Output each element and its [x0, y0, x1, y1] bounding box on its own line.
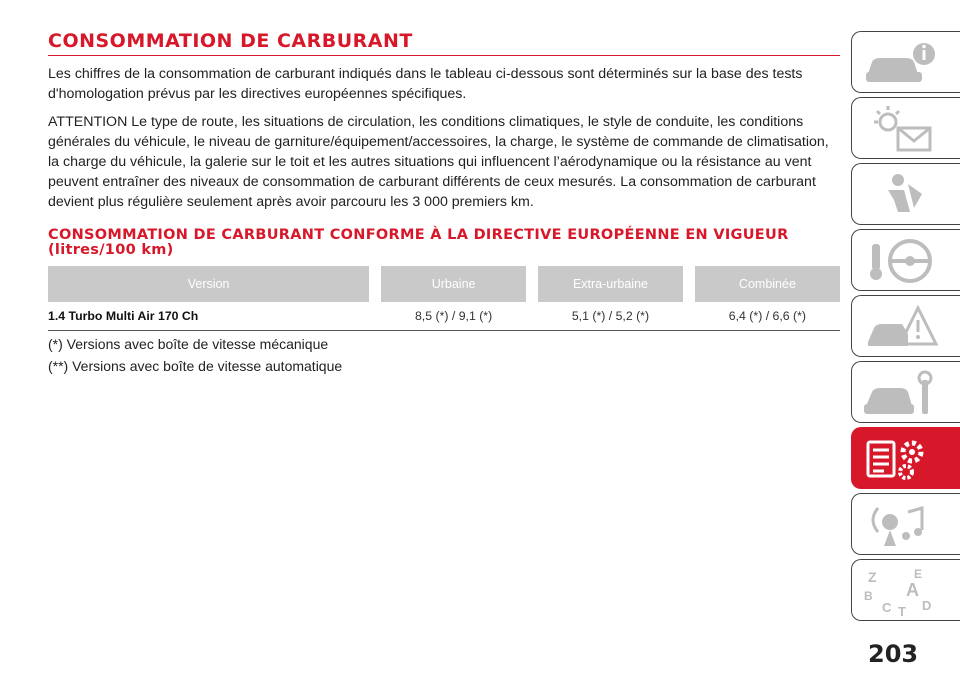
multimedia-icon	[858, 498, 948, 552]
svg-text:A: A	[906, 580, 919, 600]
svg-text:B: B	[864, 589, 873, 603]
header-extra-urban: Extra-urbaine	[538, 266, 683, 302]
warning-lights-icon	[858, 102, 948, 156]
table-header-row	[48, 266, 840, 302]
car-info-icon	[858, 36, 948, 90]
tab-safety[interactable]	[851, 163, 960, 225]
svg-text:T: T	[898, 604, 906, 618]
cell-extra-urban: 5,1 (*) / 5,2 (*)	[538, 302, 683, 331]
consumption-table	[48, 266, 840, 331]
cell-gap	[683, 302, 695, 331]
cell-gap	[526, 302, 538, 331]
tab-warning-lights[interactable]	[851, 97, 960, 159]
cell-gap	[369, 302, 381, 331]
cell-version: 1.4 Turbo Multi Air 170 Ch	[48, 302, 369, 331]
table-row	[48, 302, 840, 331]
tab-car-info[interactable]	[851, 31, 960, 93]
section-heading: CONSOMMATION DE CARBURANT	[48, 30, 840, 56]
tab-index[interactable]	[851, 559, 960, 621]
header-gap	[369, 266, 381, 302]
emergency-icon	[858, 300, 948, 354]
tab-technical-data[interactable]	[851, 427, 960, 489]
attention-paragraph: ATTENTION Le type de route, les situations de circulation, les conditions climatiques, le style de conduite, les conditions générales du véhicule, le niveau de garniture/équipement/accessoires, la charge, le système de commande de climatisation, la charge du véhicule, la galerie sur le toit et les autres situations qui influencent l’aérodynamique ou la résistance au vent peuvent entraîner des niveaux de consommation de carburant différents de ceux mesurés. La consommation de carburant devient plus régulière seulement après avoir parcouru les 3 000 premiers km.	[48, 114, 829, 210]
technical-data-icon	[858, 432, 948, 486]
header-version: Version	[48, 266, 369, 302]
steering-wheel-icon	[858, 234, 948, 288]
footnote-manual: (*) Versions avec boîte de vitesse mécanique	[48, 336, 329, 352]
svg-text:D: D	[922, 598, 932, 613]
cell-urban: 8,5 (*) / 9,1 (*)	[381, 302, 526, 331]
page-number: 203	[868, 640, 919, 668]
tab-multimedia[interactable]	[851, 493, 960, 555]
intro-paragraph: Les chiffres de la consommation de carburant indiqués dans le tableau ci-dessous sont déterminés sur la base des tests d'homologation prévus par les directives européennes spécifiques.	[48, 66, 803, 102]
header-urban: Urbaine	[381, 266, 526, 302]
seat-safety-icon	[858, 168, 948, 222]
svg-text:Z: Z	[868, 569, 877, 585]
cell-combined: 6,4 (*) / 6,6 (*)	[695, 302, 840, 331]
tab-maintenance[interactable]	[851, 361, 960, 423]
header-combined: Combinée	[695, 266, 840, 302]
tab-steering[interactable]	[851, 229, 960, 291]
tab-emergency[interactable]	[851, 295, 960, 357]
footnote-automatic: (**) Versions avec boîte de vitesse automatique	[48, 358, 343, 374]
maintenance-icon	[858, 366, 948, 420]
header-gap	[683, 266, 695, 302]
svg-text:C: C	[882, 600, 892, 615]
page-content	[48, 30, 840, 376]
table-heading: CONSOMMATION DE CARBURANT CONFORME À LA DIRECTIVE EUROPÉENNE EN VIGUEUR (litres/100 km)	[48, 227, 789, 258]
index-icon	[858, 564, 948, 618]
header-gap	[526, 266, 538, 302]
svg-text:E: E	[914, 567, 923, 581]
